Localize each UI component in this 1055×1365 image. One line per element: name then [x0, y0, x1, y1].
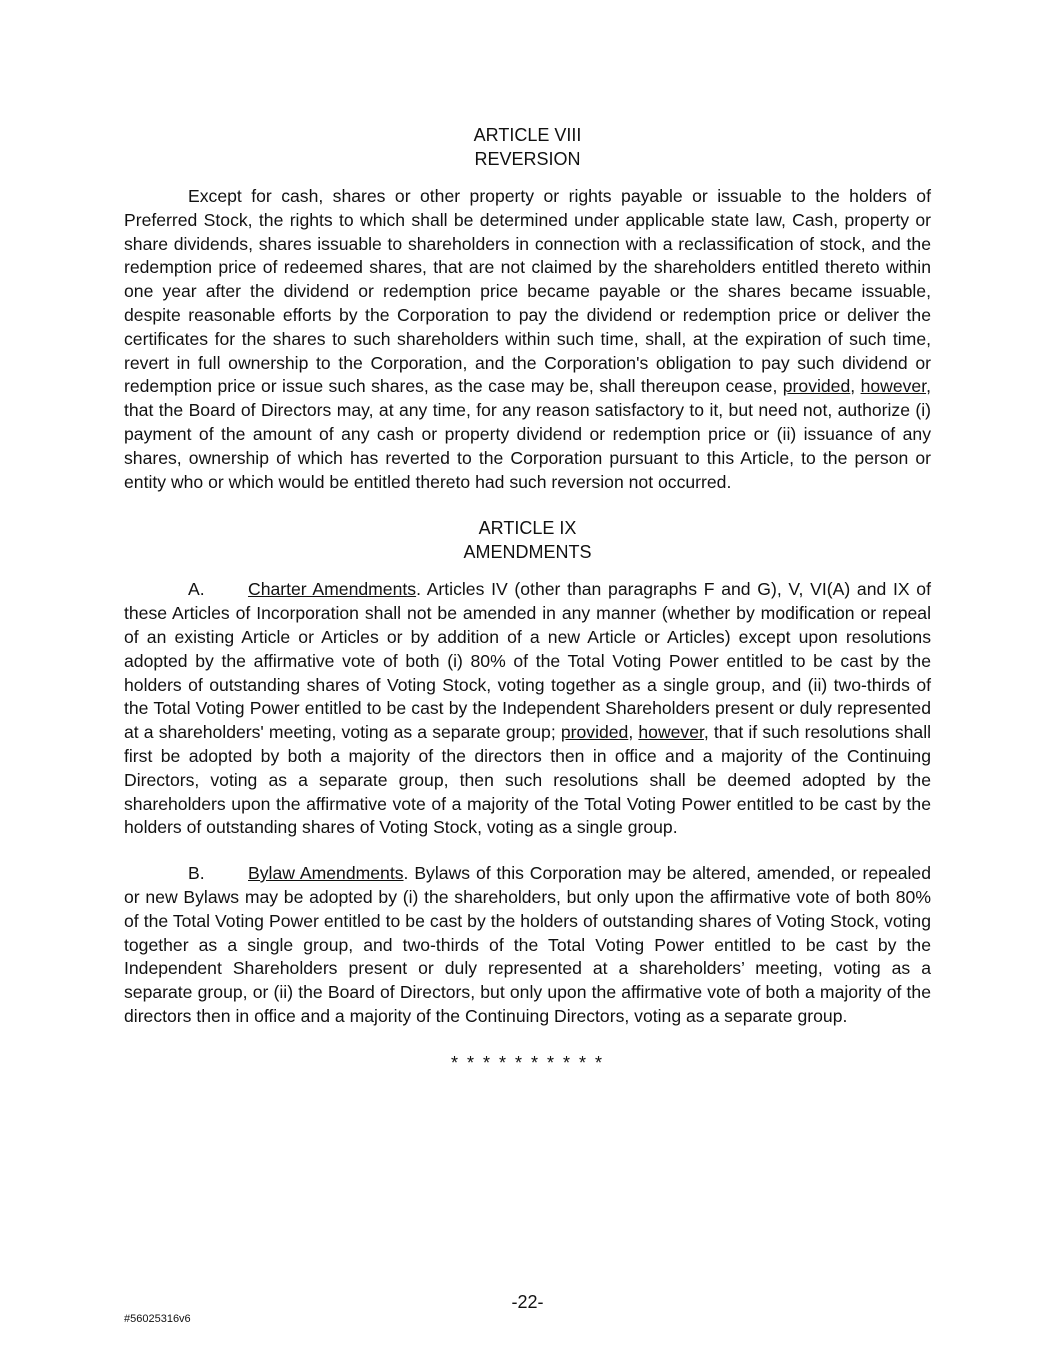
article-8-however: however	[860, 376, 927, 397]
page-number: -22-	[511, 1292, 544, 1312]
article-9-number: ARTICLE IX	[478, 518, 577, 539]
article-8-text-after: , that the Board of Directors may, at any time, for any reason satisfactory to it, but need not, authorize (i) payment of the amount of any cash or property dividend or redemption price or (ii) issuance of any shares, ownership of which has reverted to the Corporation pursuant to this Article, to the person or entity who or which would be entitled thereto had such reversion not occurred.	[124, 376, 931, 492]
section-a-letter: A.	[188, 579, 205, 600]
section-b-text: . Bylaws of this Corporation may be altered, amended, or repealed or new Bylaws may be adopted by (i) the shareholders, but only upon the affirmative vote of both 80% of the Total Voting Power entitled to be cast by the holders of outstanding shares of Voting Stock, voting together as a single group, and two-thirds of the Total Voting Power entitled to be cast by the Independent Shareholders present or duly represented at a shareholders’ meeting, voting as a separate group, or (ii) the Board of Directors, but only upon the affirmative vote of both a majority of the directors then in office and a majority of the Continuing Directors, voting as a separate group.	[124, 863, 931, 1026]
article-8-comma: ,	[850, 376, 861, 397]
section-b-letter: B.	[188, 863, 205, 884]
section-a-provided: provided	[560, 722, 629, 743]
document-body	[124, 123, 931, 1075]
section-b-paragraph	[124, 862, 931, 1029]
section-a-comma: ,	[628, 722, 639, 743]
section-a-text-after: , that if such resolutions shall first be adopted by both a majority of the directors then in office and a majority of the Continuing Directors, voting as a separate group, then such resolutions shall be deemed adopted by the shareholders upon the affirmative vote of a majority of the Total Voting Power entitled to be cast by the holders of outstanding shares of Voting Stock, voting as a single group.	[124, 722, 932, 838]
document-id: #56025316v6	[124, 1313, 191, 1325]
section-a-text-before: . Articles IV (other than paragraphs F and G), V, VI(A) and IX of these Articles of Incorporation shall not be amended in any manner (whether by modification or repeal of an existing Article or Articles or by addition of a new Article or Articles) except upon resolutions adopted by the affirmative vote of both (i) 80% of the Total Voting Power entitled to be cast by the holders of outstanding shares of Voting Stock, voting together as a single group, and (ii) two-thirds of the Total Voting Power entitled to be cast by the Independent Shareholders present or duly represented at a shareholders' meeting, voting as a separate group;	[124, 579, 931, 743]
article-8-title: REVERSION	[474, 149, 581, 169]
section-b-heading: Bylaw Amendments	[248, 863, 404, 884]
section-a-paragraph	[124, 578, 931, 840]
article-8-paragraph	[124, 185, 931, 494]
article-8-provided: provided	[782, 376, 851, 397]
article-9-title: AMENDMENTS	[463, 542, 592, 563]
section-a-heading: Charter Amendments	[248, 579, 417, 600]
article-8-number: ARTICLE VIII	[473, 125, 582, 145]
article-8-text-before: Except for cash, shares or other property or rights payable or issuable to the holders of Preferred Stock, the rights to which shall be determined under applicable state law, Cash, property or share dividends, shares issuable to shareholders in connection with a reclassification of stock, and the redemption price of redeemed shares, that are not claimed by the shareholders entitled thereto within one year after the dividend or redemption price became payable or the shares became issuable, despite reasonable efforts by the Corporation to pay the dividend or redemption price or deliver the certificates for the shares to such shareholders within such time, shall, at the expiration of such time, revert in full ownership to the Corporation, and the Corporation's obligation to pay such dividend or redemption price or issue such shares, as the case may be, shall thereupon cease,	[124, 186, 931, 397]
section-a-however: however	[638, 722, 704, 743]
section-separator: * * * * * * * * * *	[450, 1052, 605, 1073]
